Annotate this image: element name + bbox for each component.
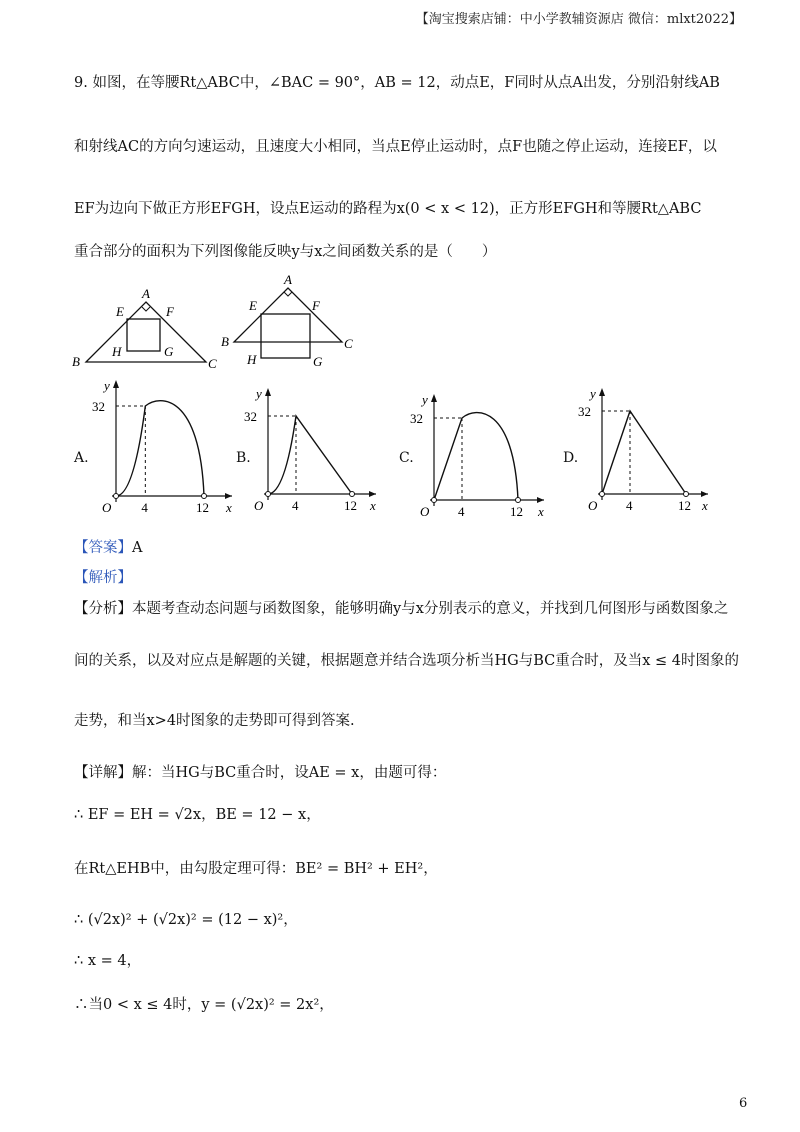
analysis-tag: 【解析】	[74, 570, 132, 586]
function-curve	[116, 401, 204, 496]
x-tick-4: 4	[458, 504, 465, 519]
origin-label: O	[102, 500, 112, 515]
x-axis-label: x	[538, 504, 544, 519]
detail-line-4: ∴ (√2x)² + (√2x)² = (12 − x)²，	[74, 912, 298, 928]
x-tick-4: 4	[141, 500, 148, 515]
x-tick-12: 12	[344, 498, 357, 513]
label-C: C	[208, 356, 217, 371]
x-tick-12: 12	[678, 498, 691, 513]
detail-line-6: ∴当0 < x ≤ 4时，y = (√2x)² = 2x²，	[74, 997, 334, 1013]
function-curve	[268, 416, 352, 494]
option-d-graph	[580, 384, 716, 514]
label-B: B	[72, 354, 80, 369]
figure-triangle-square-small	[70, 282, 220, 372]
end-open-point	[350, 492, 355, 497]
option-a-graph	[92, 376, 240, 516]
svg-text:B: B	[221, 334, 229, 349]
page-number: 6	[739, 1096, 748, 1111]
origin-open-point	[266, 492, 271, 497]
svg-text:E: E	[249, 298, 257, 313]
question-line-1: 9. 如图，在等腰Rt△ABC中，∠BAC = 90°，AB = 12，动点E，F同时从点A出发，分别沿射线AB	[74, 75, 720, 91]
function-curve	[602, 411, 686, 494]
question-line-2: 和射线AC的方向匀速运动，且速度大小相同，当点E停止运动时，点F也随之停止运动，连接EF，以	[74, 139, 717, 155]
x-axis-arrow	[225, 493, 232, 499]
option-b-label[interactable]: B.	[236, 450, 251, 466]
end-open-point	[684, 492, 689, 497]
analysis-line-1: 【分析】本题考查动态问题与函数图象，能够明确y与x分别表示的意义，并找到几何图形与函数图象之	[74, 601, 729, 617]
label-E: E	[116, 304, 124, 319]
question-line-3: EF为边向下做正方形EFGH，设点E运动的路程为x(0 < x < 12)，正方形EFGH和等腰Rt△ABC	[74, 201, 702, 217]
x-tick-4: 4	[626, 498, 633, 513]
detail-line-5: ∴ x = 4，	[74, 953, 142, 969]
y-axis-label: y	[256, 386, 262, 401]
analysis-line-3: 走势，和当x>4时图象的走势即可得到答案.	[74, 713, 355, 729]
svg-text:H: H	[247, 352, 257, 367]
y-tick-32: 32	[244, 409, 257, 424]
svg-text:A: A	[284, 272, 292, 287]
label-A: A	[142, 286, 150, 301]
option-d-label[interactable]: D.	[563, 450, 579, 466]
y-axis-label: y	[590, 386, 596, 401]
x-axis-arrow	[701, 491, 708, 497]
figure-triangle-square-large	[218, 270, 358, 374]
origin-open-point	[114, 494, 119, 499]
page-header: 【淘宝搜索店铺：中小学教辅资源店 微信：mlxt2022】	[415, 12, 742, 27]
x-axis-arrow	[369, 491, 376, 497]
y-axis-arrow	[431, 394, 437, 402]
end-open-point	[202, 494, 207, 499]
detail-line-2: ∴ EF = EH = √2x，BE = 12 − x，	[74, 807, 321, 823]
detail-line-1: 【详解】解：当HG与BC重合时，设AE = x，由题可得：	[74, 765, 447, 781]
x-tick-4: 4	[292, 498, 299, 513]
x-axis-label: x	[226, 500, 232, 515]
x-axis-arrow	[537, 497, 544, 503]
y-tick-32: 32	[410, 411, 423, 426]
end-open-point	[516, 498, 521, 503]
svg-text:C: C	[344, 336, 353, 351]
origin-label: O	[254, 498, 264, 513]
x-axis-label: x	[370, 498, 376, 513]
label-F: F	[166, 304, 174, 319]
origin-open-point	[432, 498, 437, 503]
svg-text:F: F	[312, 298, 320, 313]
option-b-graph	[244, 384, 384, 514]
x-tick-12: 12	[196, 500, 209, 515]
y-axis-label: y	[422, 392, 428, 407]
question-line-4: 重合部分的面积为下列图像能反映y与x之间函数关系的是（ ）	[74, 244, 497, 260]
detail-line-3: 在Rt△EHB中，由勾股定理可得：BE² = BH² + EH²，	[74, 861, 438, 877]
origin-label: O	[420, 504, 430, 519]
y-tick-32: 32	[92, 399, 105, 414]
label-H: H	[112, 344, 122, 359]
option-c-label[interactable]: C.	[399, 450, 414, 466]
x-tick-12: 12	[510, 504, 523, 519]
y-axis-label: y	[104, 378, 110, 393]
svg-text:G: G	[313, 354, 323, 369]
option-c-graph	[410, 390, 552, 519]
origin-label: O	[588, 498, 598, 513]
analysis-line-2: 间的关系，以及对应点是解题的关键，根据题意并结合选项分析当HG与BC重合时，及当x ≤ 4时图象的	[74, 653, 740, 669]
label-G: G	[164, 344, 174, 359]
option-a-label[interactable]: A.	[74, 450, 89, 466]
y-axis-arrow	[265, 388, 271, 396]
function-curve	[434, 413, 518, 500]
y-axis-arrow	[599, 388, 605, 396]
origin-open-point	[600, 492, 605, 497]
x-axis-label: x	[702, 498, 708, 513]
y-tick-32: 32	[578, 404, 591, 419]
answer-line: 【答案】A	[74, 540, 143, 556]
y-axis-arrow	[113, 380, 119, 388]
